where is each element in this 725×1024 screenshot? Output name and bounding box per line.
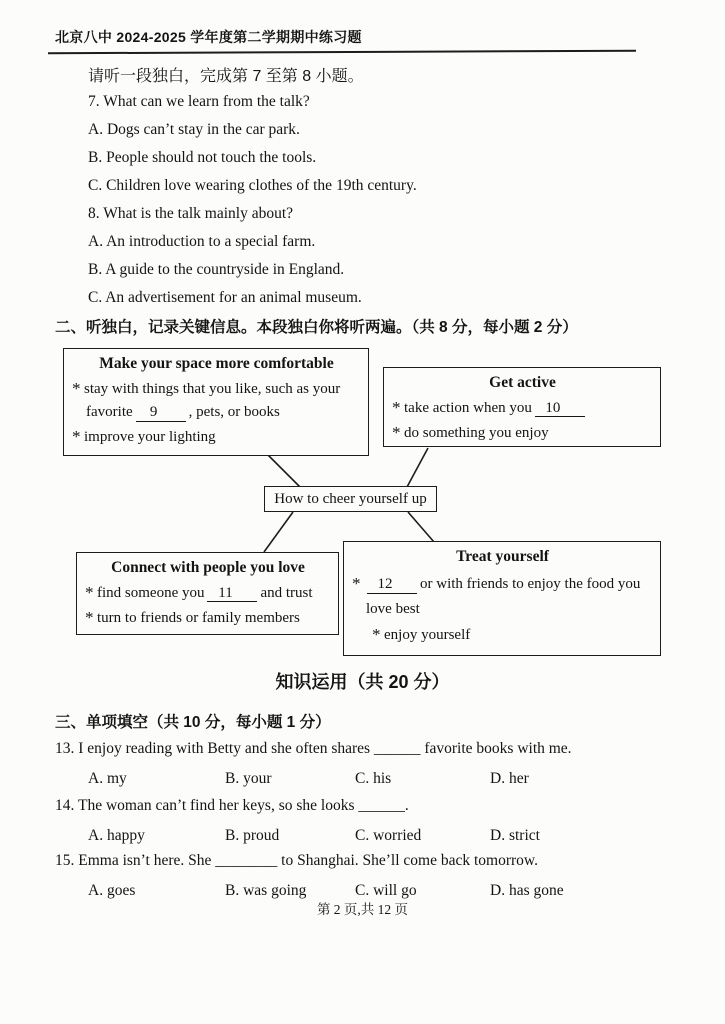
question-8-option-c: C. An advertisement for an animal museum. [88,289,362,306]
question-14-options [88,827,698,845]
bullet-text: find someone you [97,584,205,601]
option-15d: D. has gone [490,882,564,899]
option-15a: A. goes [88,882,136,899]
question-15-stem: 15. Emma isn’t here. She ________ to Shanghai. She’ll come back tomorrow. [55,852,538,869]
option-14c: C. worried [355,827,422,844]
asterisk-bullet: * [85,608,94,628]
option-13a: A. my [88,770,127,787]
box-bullet [392,395,653,421]
option-13b: B. your [225,770,272,787]
option-14d: D. strict [490,827,540,844]
section-2-heading: 二、听独白，记录关键信息。本段独白你将听两遍。（共 8 分，每小题 2 分） [55,319,578,336]
bullet-text: take action when you [404,399,532,416]
blank-12 [367,577,417,594]
blank-number: 9 [149,404,158,421]
asterisk-bullet: * [85,582,94,602]
bullet-text: or with friends to enjoy the food you love best [366,575,641,617]
bullet-text: enjoy yourself [384,626,471,643]
asterisk-bullet: * [392,397,401,417]
box-bullet [72,376,361,425]
question-8-option-b: B. A guide to the countryside in England. [88,261,345,278]
option-15c: C. will go [355,882,417,899]
diagram-box-connect [76,552,339,635]
asterisk-bullet: * [352,573,361,593]
blank-10 [535,401,585,418]
header-rule [48,50,636,55]
question-7-option-b: B. People should not touch the tools. [88,149,317,166]
asterisk-bullet: * [392,423,401,443]
option-13c: C. his [355,770,392,787]
box-bullet [72,424,361,450]
box-bullet [372,621,653,648]
page-number-footer: 第 2 页,共 12 页 [316,902,409,917]
question-7: 7. What can we learn from the talk? [88,93,310,110]
diagram-box-treat [343,541,661,656]
blank-number: 11 [218,584,233,601]
box-title: Connect with people you love [111,559,305,576]
option-15b: B. was going [225,882,307,899]
cheer-yourself-up-diagram [0,348,725,663]
listening-intro: 请听一段独白，完成第 7 至第 8 小题。 [88,68,364,85]
question-7-option-c: C. Children love wearing clothes of the 19th century. [88,177,417,194]
question-13-stem: 13. I enjoy reading with Betty and she often shares ______ favorite books with me. [55,740,572,757]
question-13-options [88,770,698,788]
box-title: Get active [489,374,556,391]
bullet-text: stay with things that you like, such as your favorite [84,380,341,421]
bullet-text: improve your lighting [84,429,216,446]
diagram-center-node: How to cheer yourself up [264,486,437,512]
bullet-text: do something you enjoy [404,425,549,442]
box-bullet [85,580,331,606]
box-title: Treat yourself [456,548,549,565]
box-bullet [352,570,653,621]
diagram-box-get-active [383,367,661,447]
bullet-text: turn to friends or family members [97,610,300,627]
box-bullet [392,420,653,446]
blank-9 [136,405,186,422]
question-14-stem: 14. The woman can’t find her keys, so she looks ______. [55,797,409,814]
section-3-heading: 三、单项填空（共 10 分，每小题 1 分） [55,714,331,731]
box-title: Make your space more comfortable [99,355,334,372]
box-bullet [85,605,331,631]
asterisk-bullet: * [372,624,381,644]
asterisk-bullet: * [72,378,81,398]
blank-11 [207,586,257,603]
bullet-text: and trust [260,584,313,601]
option-14b: B. proud [225,827,280,844]
asterisk-bullet: * [72,427,81,447]
question-8-option-a: A. An introduction to a special farm. [88,233,316,250]
diagram-box-make-space [63,348,369,456]
question-7-option-a: A. Dogs can’t stay in the car park. [88,121,300,138]
page-title: 北京八中 2024-2025 学年度第二学期期中练习题 [55,29,362,45]
blank-number: 12 [377,575,393,592]
knowledge-section-heading: 知识运用（共 20 分） [275,672,450,692]
blank-number: 10 [545,399,561,416]
option-14a: A. happy [88,827,145,844]
option-13d: D. her [490,770,529,787]
question-8: 8. What is the talk mainly about? [88,205,294,222]
bullet-text: , pets, or books [188,404,280,421]
